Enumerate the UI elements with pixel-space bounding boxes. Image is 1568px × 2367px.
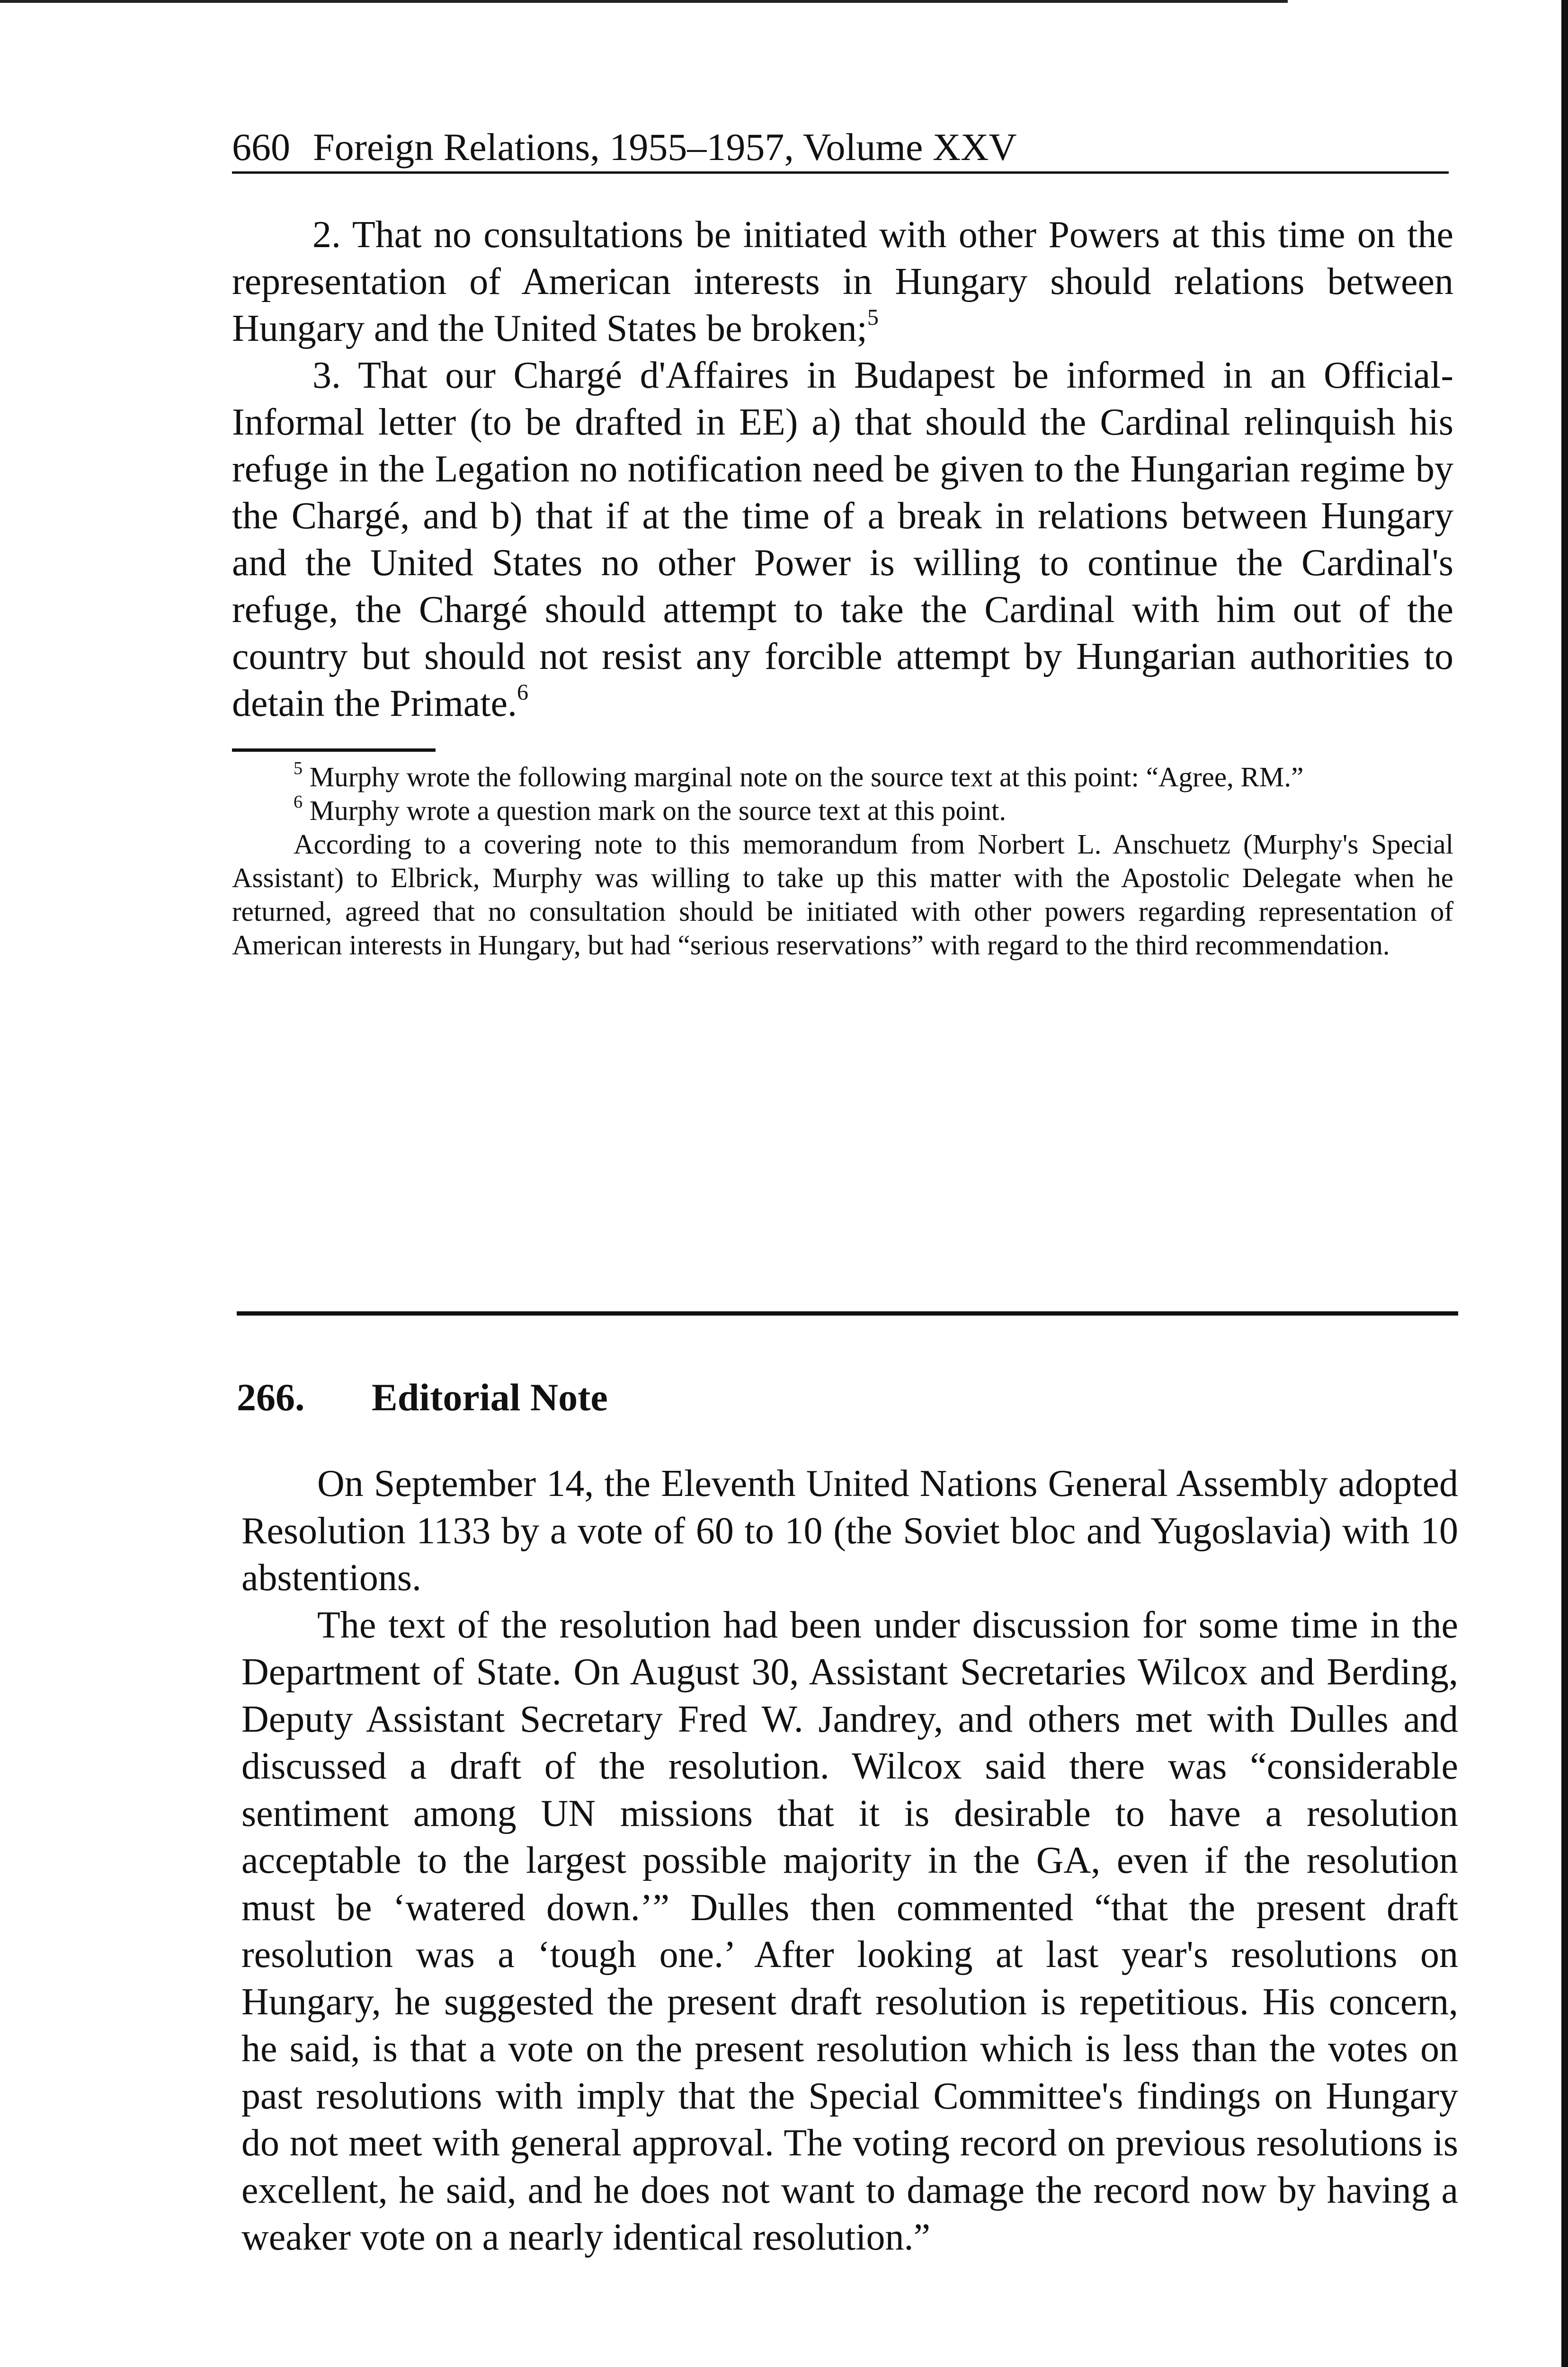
- section-divider: [237, 1311, 1458, 1316]
- footnote-ref-5: 5: [867, 305, 879, 330]
- page-upper: [232, 125, 1453, 962]
- editorial-paragraph-2: The text of the resolution had been under discussion for some time in the Department of State. On August 30, Assistant Secretaries Wilcox and Berding, Deputy Assistant Secretary Fred W. Jandrey, and others met with Dulles and discussed a draft of the resolution. Wilcox said there was “considerable sentiment among UN missions that it is desirable to have a resolution acceptable to the largest possible majority in the GA, even if the resolution must be ‘watered down.’” Dulles then commented “that the present draft resolution was a ‘tough one.’ After looking at last year's resolutions on Hungary, he suggested the present draft resolution is repetitious. His concern, he said, is that a vote on the present resolution which is less than the votes on past resolutions with imply that the Special Committee's findings on Hungary do not meet with general approval. The voting record on previous resolutions is excellent, he said, and he does not want to damage the record now by having a weaker vote on a nearly identical resolution.”: [241, 1604, 1458, 2258]
- running-head-title: Foreign Relations, 1955–1957, Volume XXV: [313, 125, 1017, 169]
- footnote-ref-6: 6: [517, 680, 529, 705]
- editorial-paragraph-1: On September 14, the Eleventh United Nations General Assembly adopted Resolution 1133 by a vote of 60 to 10 (the Soviet bloc and Yugoslavia) with 10 abstentions.: [241, 1463, 1458, 1599]
- scan-edge-right: [1561, 0, 1568, 2367]
- section-title: Editorial Note: [372, 1376, 608, 1419]
- document-number: 266.: [237, 1376, 305, 1419]
- footnotes: [232, 760, 1453, 962]
- editorial-note-body: [241, 1460, 1458, 2261]
- footnote-5: $^5$ Murphy wrote the following marginal note on the source text at this point: “Agree, RM.”: [294, 758, 1304, 792]
- running-head: [232, 125, 1449, 174]
- section-heading: [237, 1375, 608, 1420]
- recommendation-3: 3. That our Chargé d'Affaires in Budapest be informed in an Official-Informal letter (to be drafted in EE) a) that should the Cardinal relinquish his refuge in the Legation no notification need be given to the Hungarian regime by the Chargé, and b) that if at the time of a break in relations between Hungary and the United States no other Power is willing to continue the Cardinal's refuge, the Chargé should attempt to take the Cardinal with him out of the country but should not resist any forcible attempt by Hungarian authorities to detain the Primate.$^6$: [232, 355, 1453, 724]
- scan-edge-top: [0, 0, 1288, 3]
- footnote-6: $^6$ Murphy wrote a question mark on the source text at this point.: [294, 792, 1007, 826]
- page-number: 660: [232, 125, 290, 169]
- footnote-divider: [232, 748, 436, 752]
- recommendation-2: 2. That no consultations be initiated with other Powers at this time on the representation of American interests in Hungary should relations between Hungary and the United States be broken;$^5$: [232, 214, 1453, 349]
- footnote-6-continuation: According to a covering note to this memorandum from Norbert L. Anschuetz (Murphy's Special Assistant) to Elbrick, Murphy was willing to take up this matter with the Apostolic Delegate when he returned, agreed that no consultation should be initiated with other powers regarding representation of American interests in Hungary, but had “serious reservations” with regard to the third recommendation.: [232, 828, 1453, 961]
- memo-recommendations: [232, 212, 1453, 727]
